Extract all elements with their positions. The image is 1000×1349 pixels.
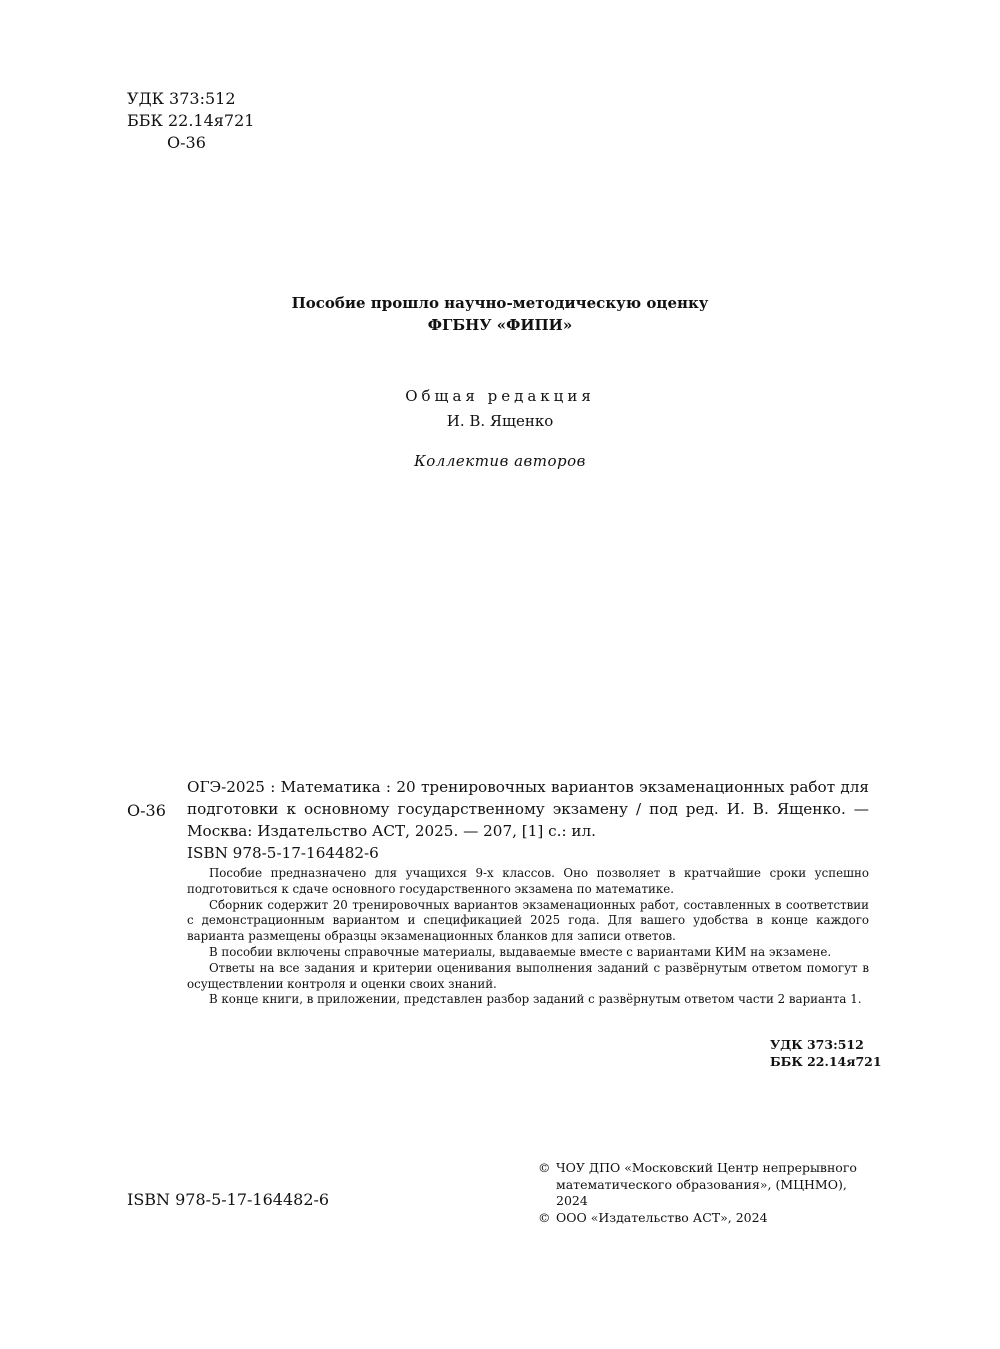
udk-code-bottom: УДК 373:512 xyxy=(770,1037,864,1052)
udk-code: УДК 373:512 xyxy=(127,89,236,108)
copyright-holder-1b: математического образования», (МЦНМО), 2024 xyxy=(556,1176,847,1208)
udk-footer-block xyxy=(770,1036,882,1070)
approval-note xyxy=(0,292,1000,336)
copyright-icon: © xyxy=(538,1209,551,1225)
copyright-entry-1 xyxy=(538,1160,878,1177)
copyright-block xyxy=(538,1160,878,1226)
annotation-paragraph: Пособие предназначено для учащихся 9-х классов. Оно позволяет в кратчайшие сроки успешно подготовиться к сдаче основного государственного экзамена по математике. xyxy=(187,866,869,896)
annotation xyxy=(187,866,869,1008)
bibliographic-description: ОГЭ-2025 : Математика : 20 тренировочных вариантов экзаменационных работ для подготовки к основному государственному экзамену / под ред. И. В. Ященко. — Москва: Издательство АСТ, 2025. — 207, [1] с.: ил. xyxy=(187,778,869,840)
approval-line-1: Пособие прошло научно-методическую оценку xyxy=(291,294,709,312)
bbk-code: ББК 22.14я721 xyxy=(127,111,255,130)
isbn-catalog: ISBN 978-5-17-164482-6 xyxy=(187,844,379,862)
bibliographic-record xyxy=(187,776,869,864)
authors-collective: Коллектив авторов xyxy=(414,452,586,470)
catalog-author-mark: О-36 xyxy=(127,801,166,820)
udk-header-block xyxy=(127,88,254,154)
approval-line-2: ФГБНУ «ФИПИ» xyxy=(427,316,573,334)
annotation-paragraph: Сборник содержит 20 тренировочных вариантов экзаменационных работ, составленных в соответствии с демонстрационным вариантом и спецификацией 2025 года. Для вашего удобства в конце каждого варианта размещены образцы экзаменационных бланков для записи ответов. xyxy=(187,897,869,944)
isbn-footer: ISBN 978-5-17-164482-6 xyxy=(127,1190,330,1209)
editor-name: И. В. Ященко xyxy=(446,412,554,430)
author-mark: О-36 xyxy=(167,133,206,152)
annotation-paragraph: В конце книги, в приложении, представлен разбор заданий с развёрнутым ответом части 2 варианта 1. xyxy=(209,992,862,1007)
annotation-paragraph: В пособии включены справочные материалы, выдаваемые вместе с вариантами КИМ на экзамене. xyxy=(209,944,832,959)
editorship-label: Общая редакция xyxy=(405,387,595,405)
copyright-entry-2 xyxy=(538,1210,878,1227)
copyright-holder-2: ООО «Издательство АСТ», 2024 xyxy=(556,1209,768,1225)
annotation-paragraph: Ответы на все задания и критерии оценивания выполнения заданий с развёрнутым ответом помогут в осуществлении контроля и оценки своих знаний. xyxy=(187,960,869,991)
copyright-holder-1a: ЧОУ ДПО «Московский Центр непрерывного xyxy=(556,1160,857,1175)
bbk-code-bottom: ББК 22.14я721 xyxy=(770,1054,882,1069)
copyright-icon: © xyxy=(538,1160,551,1175)
